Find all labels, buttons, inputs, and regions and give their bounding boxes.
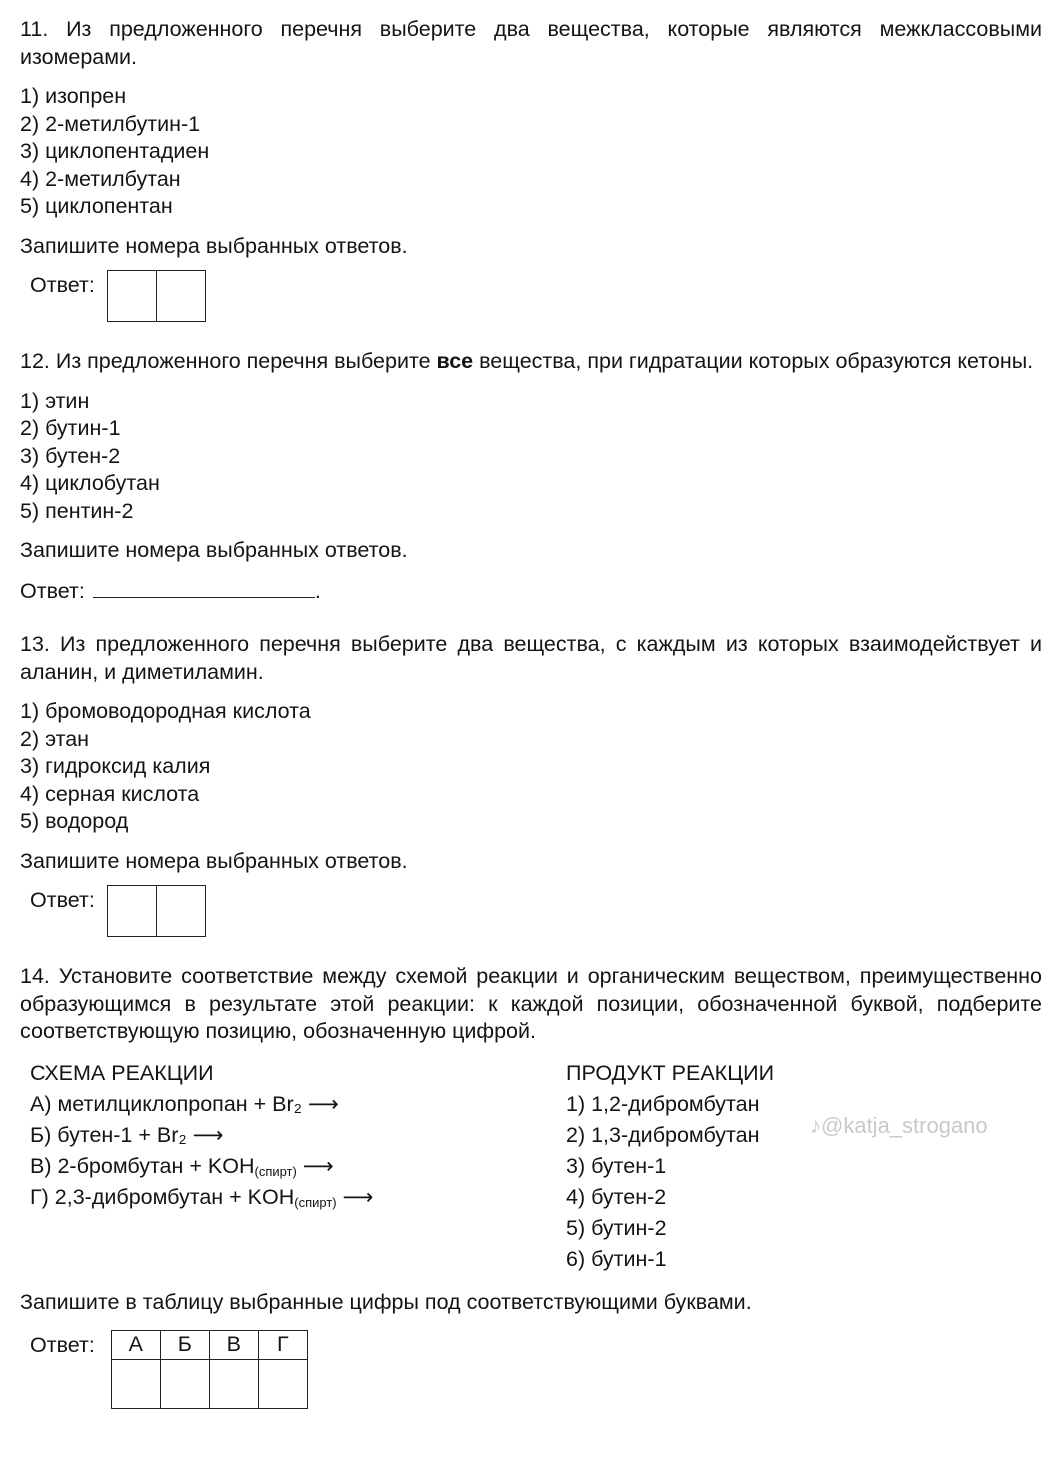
option: 2) 2-метилбутин-1 (20, 111, 201, 136)
reaction-scheme: Б) бутен-1 + Br₂ ⟶ (30, 1122, 224, 1147)
question-11-answer (20, 270, 1042, 322)
reaction-product: 5) бутин-2 (566, 1215, 667, 1240)
table-header-cell: В (209, 1331, 258, 1360)
answer-boxes (107, 885, 206, 937)
option: 2) этан (20, 726, 90, 751)
reaction-schemes-column (20, 1058, 566, 1275)
answer-label: Ответ: (20, 578, 85, 603)
reaction-scheme: Г) 2,3-дибромбутан + $KOH_{(спирт)}$ ⟶ (30, 1184, 374, 1210)
question-12-text-bold: все (436, 349, 474, 373)
option: 5) пентин-2 (20, 498, 134, 523)
question-13-options (20, 698, 1042, 836)
reaction-scheme: В) 2-бромбутан + $KOH_{(спирт)}$ ⟶ (30, 1153, 334, 1179)
answer-boxes (107, 270, 206, 322)
reaction-product: 2) 1,3-дибромбутан (566, 1122, 760, 1147)
option: 4) циклобутан (20, 471, 160, 495)
question-11-options (20, 83, 1042, 221)
option: 5) циклопентан (20, 194, 173, 218)
answer-table (111, 1330, 308, 1409)
reaction-product: 1) 1,2-дибромбутан (566, 1091, 760, 1116)
option: 3) циклопентадиен (20, 139, 210, 163)
reaction-products-column (566, 1058, 866, 1275)
answer-box-1[interactable] (108, 886, 156, 936)
question-14-instruction: Запишите в таблицу выбранные цифры под соответствующими буквами. (20, 1289, 752, 1314)
question-13 (20, 631, 1042, 937)
table-header-cell: Б (160, 1331, 209, 1360)
question-12-text-end: вещества, при гидратации которых образуются кетоны. (473, 349, 1034, 373)
table-header-cell: Г (258, 1331, 307, 1360)
answer-label: Ответ: (30, 888, 95, 912)
question-14 (20, 963, 1042, 1409)
question-14-text: 14. Установите соответствие между схемой реакции и органическим веществом, преимущественно образующимся в результате этой реакции: к каждой позиции, обозначенной буквой, подберите соответствующую позицию, обозначенную цифрой. (20, 964, 1042, 1043)
reaction-product: 3) бутен-1 (566, 1153, 667, 1178)
reaction-product: 4) бутен-2 (566, 1184, 667, 1209)
option: 4) серная кислота (20, 781, 200, 806)
question-11-text: 11. Из предложенного перечня выберите два вещества, которые являются межклассовыми изомерами. (20, 17, 1042, 69)
question-12-instruction: Запишите номера выбранных ответов. (20, 538, 408, 562)
question-12-text-start: 12. Из предложенного перечня выберите (20, 349, 437, 373)
answer-line[interactable] (93, 577, 315, 598)
watermark: ♪@katja_strogano (810, 1113, 988, 1138)
option: 5) водород (20, 809, 129, 833)
option: 3) бутен-2 (20, 443, 121, 468)
question-11 (20, 16, 1042, 322)
matching-columns (20, 1058, 1042, 1275)
answer-box-2[interactable] (156, 271, 205, 321)
option: 3) гидроксид калия (20, 754, 211, 778)
answer-label: Ответ: (30, 273, 95, 297)
option: 4) 2-метилбутан (20, 166, 181, 191)
answer-cell[interactable] (160, 1360, 209, 1409)
question-12-answer (20, 577, 1042, 606)
option: 1) этин (20, 388, 90, 413)
option: 1) бромоводородная кислота (20, 699, 311, 723)
question-12 (20, 348, 1042, 605)
question-12-text (20, 348, 1042, 376)
answer-cell[interactable] (209, 1360, 258, 1409)
question-13-instruction: Запишите номера выбранных ответов. (20, 848, 408, 873)
question-13-answer (20, 885, 1042, 937)
answer-box-1[interactable] (108, 271, 156, 321)
option: 2) бутин-1 (20, 416, 121, 440)
question-11-instruction: Запишите номера выбранных ответов. (20, 233, 408, 258)
worksheet (20, 16, 1042, 1409)
option: 1) изопрен (20, 84, 127, 108)
question-14-answer (20, 1330, 1042, 1409)
answer-period: . (314, 578, 321, 603)
column-header: СХЕМА РЕАКЦИИ (30, 1060, 214, 1085)
table-header-cell: А (111, 1331, 160, 1360)
question-12-options (20, 388, 1042, 526)
answer-cell[interactable] (258, 1360, 307, 1409)
reaction-scheme: А) метилциклопропан + Br₂ ⟶ (30, 1091, 339, 1116)
answer-box-2[interactable] (156, 886, 205, 936)
column-header: ПРОДУКТ РЕАКЦИИ (566, 1060, 775, 1085)
question-13-text: 13. Из предложенного перечня выберите два вещества, с каждым из которых взаимодействует и аланин, и диметиламин. (20, 632, 1042, 684)
answer-label: Ответ: (30, 1333, 95, 1357)
reaction-product: 6) бутин-1 (566, 1246, 667, 1271)
answer-cell[interactable] (111, 1360, 160, 1409)
